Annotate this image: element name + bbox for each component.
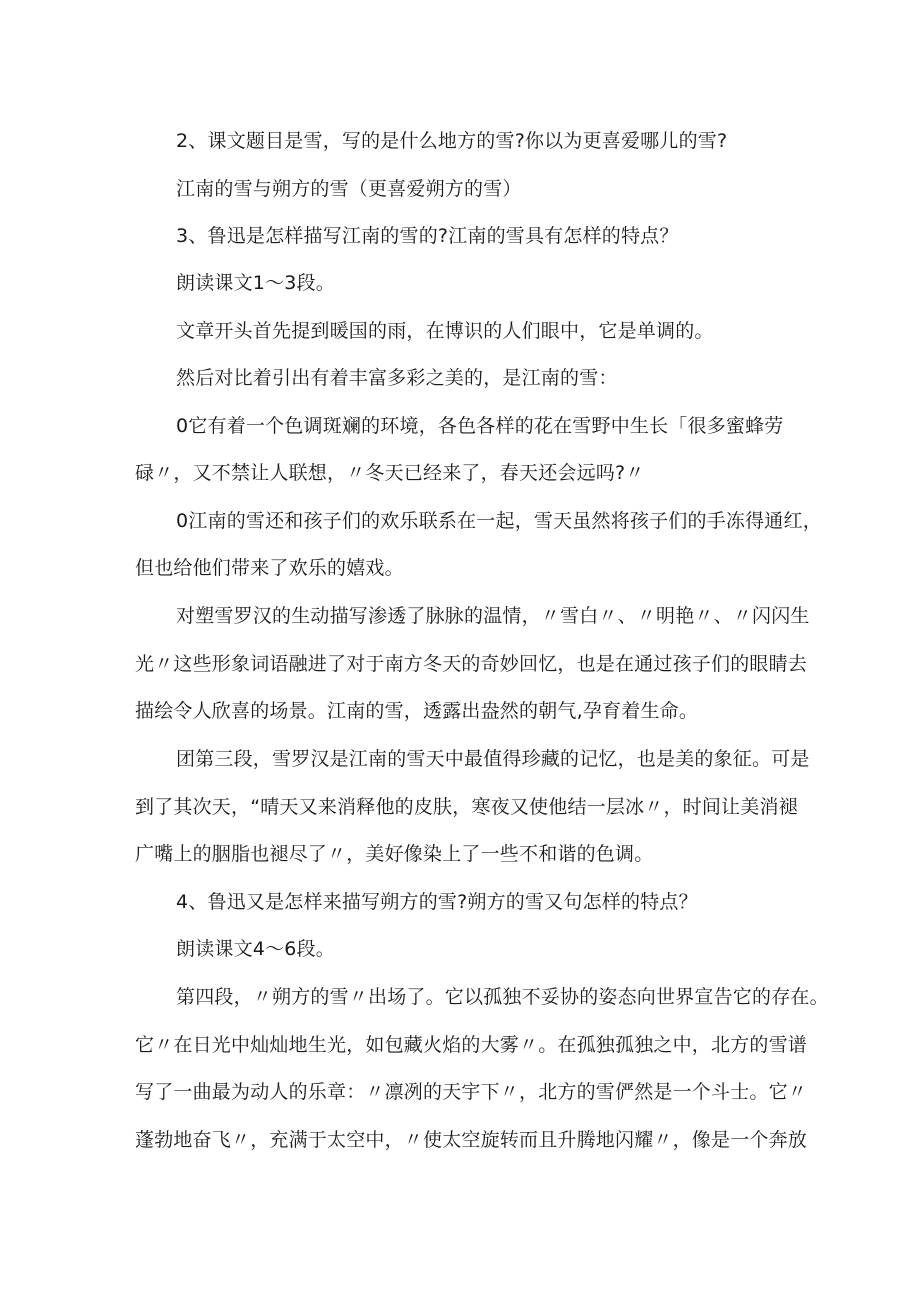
paragraph-line: 然后对比着引出有着丰富多彩之美的，是江南的雪： bbox=[176, 367, 618, 389]
paragraph-line: 光〃这些形象词语融进了对于南方冬天的奇妙回忆，也是在通过孩子们的眼睛去 bbox=[135, 653, 808, 675]
paragraph-line: 但也给他们带来了欢乐的嬉戏。 bbox=[135, 557, 404, 579]
question-2: 2、课文题目是雪，写的是什么地方的雪?你以为更喜爱哪儿的雪? bbox=[176, 130, 728, 152]
answer-2: 江南的雪与朔方的雪（更喜爱朔方的雪） bbox=[176, 178, 522, 200]
paragraph-line: 广嘴上的胭脂也褪尽了〃，美好像染上了一些不和谐的色调。 bbox=[135, 843, 654, 865]
question-3: 3、鲁迅是怎样描写江南的雪的?江南的雪具有怎样的特点？ bbox=[176, 225, 679, 247]
paragraph-line: 0它有着一个色调斑斓的环境，各色各样的花在雪野中生长「很多蜜蜂劳 bbox=[176, 415, 784, 437]
paragraph-line: 描绘令人欣喜的场景。江南的雪，透露出盎然的朝气,孕育着生命。 bbox=[135, 700, 699, 722]
paragraph-line: 它〃在日光中灿灿地生光，如包藏火焰的大雾〃。在孤独孤独之中，北方的雪谱 bbox=[135, 1034, 808, 1056]
reading-instruction-1: 朗读课文1～3段。 bbox=[176, 272, 335, 294]
paragraph-line: 文章开头首先提到暖国的雨，在博识的人们眼中，它是单调的。 bbox=[176, 320, 714, 342]
paragraph-line: 对塑雪罗汉的生动描写渗透了脉脉的温情，〃雪白〃、〃明艳〃、〃闪闪生 bbox=[176, 605, 810, 627]
reading-instruction-2: 朗读课文4～6段。 bbox=[176, 938, 335, 960]
paragraph-line: 蓬勃地奋飞〃，充满于太空中，〃使太空旋转而且升腾地闪耀〃，像是一个奔放 bbox=[135, 1129, 808, 1151]
paragraph-line: 0江南的雪还和孩子们的欢乐联系在一起，雪天虽然将孩子们的手冻得通红， bbox=[176, 510, 822, 532]
question-4: 4、鲁迅又是怎样来描写朔方的雪?朔方的雪又句怎样的特点？ bbox=[176, 891, 698, 913]
paragraph-line: 第四段，〃朔方的雪〃出场了。它以孤独不妥协的姿态向世界宣告它的存在。 bbox=[176, 986, 829, 1008]
paragraph-line: 写了一曲最为动人的乐章：〃凛冽的天宇下〃，北方的雪俨然是一个斗士。它〃 bbox=[135, 1081, 808, 1103]
paragraph-line: 碌〃，又不禁让人联想，〃冬天已经来了，春天还会远吗?〃 bbox=[135, 462, 645, 484]
paragraph-line: 团第三段，雪罗汉是江南的雪天中最值得珍藏的记忆，也是美的象征。可是 bbox=[176, 748, 810, 770]
paragraph-line: 到了其次天，“晴天又来消释他的皮肤，寒夜又使他结一层冰〃，时间让美消褪 bbox=[135, 796, 798, 818]
